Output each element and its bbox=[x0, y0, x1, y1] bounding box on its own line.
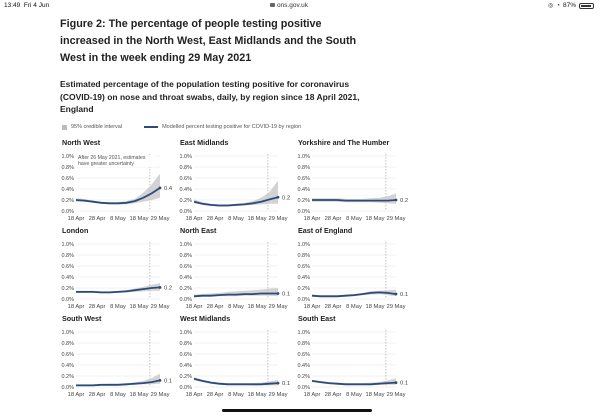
x-tick-label: 28 Apr bbox=[324, 216, 342, 222]
y-tick-label: 0.8% bbox=[61, 341, 74, 347]
y-tick-label: 0.0% bbox=[179, 209, 192, 215]
x-tick-label: 18 May bbox=[247, 304, 267, 310]
x-tick-label: 8 May bbox=[346, 216, 362, 222]
y-tick-label: 0.2% bbox=[297, 374, 310, 380]
region-title: West Midlands bbox=[180, 314, 231, 323]
battery-percent: 87% bbox=[562, 2, 576, 9]
end-value-label: 0.2 bbox=[400, 198, 409, 204]
end-point bbox=[159, 379, 162, 382]
region-title: South West bbox=[62, 314, 102, 323]
y-tick-label: 0.2% bbox=[179, 286, 192, 292]
y-tick-label: 0.6% bbox=[179, 264, 192, 270]
x-tick-label: 18 May bbox=[247, 392, 267, 398]
x-tick-label: 18 Apr bbox=[185, 304, 203, 310]
region-chart bbox=[297, 226, 408, 310]
end-point bbox=[395, 381, 398, 384]
y-tick-label: 0.8% bbox=[297, 341, 310, 347]
y-tick-label: 0.6% bbox=[297, 264, 310, 270]
x-tick-label: 18 Apr bbox=[67, 304, 85, 310]
region-chart bbox=[179, 226, 290, 310]
y-tick-label: 1.0% bbox=[179, 330, 192, 336]
region-chart bbox=[297, 138, 408, 222]
end-value-label: 0.4 bbox=[164, 185, 173, 192]
region-title: East Midlands bbox=[180, 138, 229, 147]
region-chart bbox=[61, 138, 172, 222]
y-tick-label: 0.2% bbox=[61, 286, 74, 292]
home-indicator[interactable] bbox=[222, 409, 372, 412]
region-title: South East bbox=[298, 314, 336, 323]
x-tick-label: 18 May bbox=[247, 216, 267, 222]
y-tick-label: 1.0% bbox=[61, 330, 74, 336]
region-chart bbox=[61, 314, 172, 398]
x-tick-label: 28 Apr bbox=[88, 304, 106, 310]
y-tick-label: 0.4% bbox=[179, 187, 192, 193]
y-tick-label: 0.0% bbox=[297, 385, 310, 391]
legend-interval-label: 95% credible interval bbox=[71, 124, 123, 130]
end-value-label: 0.1 bbox=[400, 380, 409, 387]
end-point bbox=[395, 199, 398, 202]
wifi-icon: ◎ bbox=[548, 3, 554, 9]
x-tick-label: 28 Apr bbox=[206, 216, 224, 222]
x-tick-label: 28 Apr bbox=[324, 304, 342, 310]
region-chart bbox=[179, 138, 290, 222]
end-value-label: 0.1 bbox=[164, 378, 173, 385]
x-tick-label: 8 May bbox=[228, 216, 244, 222]
x-tick-label: 18 Apr bbox=[303, 304, 321, 310]
x-tick-label: 28 Apr bbox=[88, 216, 106, 222]
x-tick-label: 8 May bbox=[110, 304, 126, 310]
x-tick-label: 29 May bbox=[386, 304, 406, 310]
y-tick-label: 0.8% bbox=[179, 341, 192, 347]
x-tick-label: 8 May bbox=[110, 392, 126, 398]
x-tick-label: 18 May bbox=[365, 304, 385, 310]
x-tick-label: 8 May bbox=[346, 304, 362, 310]
y-tick-label: 0.0% bbox=[61, 209, 74, 215]
y-tick-label: 0.2% bbox=[61, 198, 74, 204]
x-tick-label: 18 May bbox=[365, 392, 385, 398]
y-tick-label: 0.0% bbox=[297, 297, 310, 303]
y-tick-label: 0.2% bbox=[297, 198, 310, 204]
signal-icon: ◔ bbox=[556, 2, 560, 9]
uncertainty-annotation: After 26 May 2021, estimates have greater uncertainty bbox=[78, 155, 156, 171]
x-tick-label: 29 May bbox=[268, 392, 288, 398]
region-title: North East bbox=[180, 226, 217, 235]
y-tick-label: 1.0% bbox=[179, 154, 192, 160]
end-value-label: 0.2 bbox=[282, 195, 291, 202]
y-tick-label: 0.4% bbox=[297, 275, 310, 281]
y-tick-label: 0.8% bbox=[179, 253, 192, 259]
x-tick-label: 29 May bbox=[386, 216, 406, 222]
end-point bbox=[277, 382, 280, 385]
credible-interval-band bbox=[312, 193, 396, 203]
y-tick-label: 0.4% bbox=[179, 363, 192, 369]
status-time: 13:49 Fri 4 Jun bbox=[4, 2, 50, 9]
end-point bbox=[277, 292, 280, 295]
y-tick-label: 0.0% bbox=[179, 297, 192, 303]
end-point bbox=[277, 196, 280, 199]
y-tick-label: 0.6% bbox=[61, 264, 74, 270]
x-tick-label: 18 May bbox=[129, 304, 149, 310]
y-tick-label: 0.8% bbox=[297, 253, 310, 259]
region-title: North West bbox=[62, 138, 101, 147]
y-tick-label: 0.8% bbox=[179, 165, 192, 171]
y-tick-label: 0.8% bbox=[61, 165, 74, 171]
end-point bbox=[159, 286, 162, 289]
region-chart bbox=[297, 314, 408, 398]
y-tick-label: 1.0% bbox=[61, 242, 74, 248]
x-tick-label: 18 Apr bbox=[185, 216, 203, 222]
x-tick-label: 8 May bbox=[228, 392, 244, 398]
y-tick-label: 0.8% bbox=[297, 165, 310, 171]
y-tick-label: 0.2% bbox=[297, 286, 310, 292]
y-tick-label: 0.4% bbox=[61, 275, 74, 281]
region-chart bbox=[61, 226, 172, 310]
x-tick-label: 28 Apr bbox=[324, 392, 342, 398]
y-tick-label: 0.4% bbox=[179, 275, 192, 281]
x-tick-label: 29 May bbox=[150, 216, 170, 222]
y-tick-label: 0.6% bbox=[61, 176, 74, 182]
x-tick-label: 18 May bbox=[129, 216, 149, 222]
y-tick-label: 1.0% bbox=[179, 242, 192, 248]
x-tick-label: 8 May bbox=[346, 392, 362, 398]
x-tick-label: 18 Apr bbox=[67, 216, 85, 222]
figure-title: Figure 2: The percentage of people testing positive increased in the North West, East Midlands and the South West in the week ending 29 May 2021 bbox=[60, 18, 357, 64]
y-tick-label: 1.0% bbox=[297, 242, 310, 248]
legend-line-label: Modelled percent testing positive for COVID-19 by region bbox=[162, 124, 302, 130]
x-tick-label: 8 May bbox=[228, 304, 244, 310]
y-tick-label: 0.0% bbox=[179, 385, 192, 391]
region-title: London bbox=[62, 226, 89, 235]
x-tick-label: 29 May bbox=[268, 304, 288, 310]
x-tick-label: 28 Apr bbox=[206, 304, 224, 310]
end-value-label: 0.1 bbox=[282, 291, 291, 298]
y-tick-label: 0.4% bbox=[297, 363, 310, 369]
y-tick-label: 0.6% bbox=[297, 352, 310, 358]
x-tick-label: 29 May bbox=[268, 216, 288, 222]
y-tick-label: 0.4% bbox=[297, 187, 310, 193]
x-tick-label: 28 Apr bbox=[206, 392, 224, 398]
modelled-line bbox=[312, 200, 396, 201]
address-bar[interactable]: ons.gov.uk bbox=[270, 2, 308, 9]
figure-subtitle: Estimated percentage of the population testing positive for coronavirus (COVID-19) on nose and throat swabs, daily, by region since 18 April 2021, England bbox=[60, 79, 360, 114]
x-tick-label: 18 Apr bbox=[67, 392, 85, 398]
y-tick-label: 0.8% bbox=[61, 253, 74, 259]
end-value-label: 0.2 bbox=[164, 285, 173, 292]
region-title: Yorkshire and The Humber bbox=[298, 138, 390, 147]
x-tick-label: 29 May bbox=[150, 304, 170, 310]
y-tick-label: 0.4% bbox=[61, 363, 74, 369]
x-tick-label: 28 Apr bbox=[88, 392, 106, 398]
credible-interval-band bbox=[194, 181, 278, 207]
x-tick-label: 18 Apr bbox=[303, 216, 321, 222]
x-tick-label: 18 May bbox=[365, 216, 385, 222]
y-tick-label: 1.0% bbox=[297, 330, 310, 336]
x-tick-label: 18 Apr bbox=[303, 392, 321, 398]
y-tick-label: 0.6% bbox=[179, 176, 192, 182]
x-tick-label: 29 May bbox=[150, 392, 170, 398]
y-tick-label: 0.4% bbox=[61, 187, 74, 193]
x-tick-label: 18 May bbox=[129, 392, 149, 398]
x-tick-label: 29 May bbox=[386, 392, 406, 398]
region-chart bbox=[179, 314, 290, 398]
end-value-label: 0.1 bbox=[282, 381, 291, 388]
y-tick-label: 1.0% bbox=[297, 154, 310, 160]
y-tick-label: 1.0% bbox=[61, 154, 74, 160]
end-point bbox=[159, 187, 162, 190]
y-tick-label: 0.6% bbox=[61, 352, 74, 358]
y-tick-label: 0.2% bbox=[61, 374, 74, 380]
y-tick-label: 0.2% bbox=[179, 198, 192, 204]
region-title: East of England bbox=[298, 226, 353, 235]
x-tick-label: 8 May bbox=[110, 216, 126, 222]
y-tick-label: 0.6% bbox=[179, 352, 192, 358]
y-tick-label: 0.0% bbox=[61, 385, 74, 391]
y-tick-label: 0.6% bbox=[297, 176, 310, 182]
end-value-label: 0.1 bbox=[400, 292, 409, 299]
x-tick-label: 18 Apr bbox=[185, 392, 203, 398]
modelled-line bbox=[194, 379, 278, 385]
end-point bbox=[395, 293, 398, 296]
y-tick-label: 0.2% bbox=[179, 374, 192, 380]
y-tick-label: 0.0% bbox=[61, 297, 74, 303]
y-tick-label: 0.0% bbox=[297, 209, 310, 215]
